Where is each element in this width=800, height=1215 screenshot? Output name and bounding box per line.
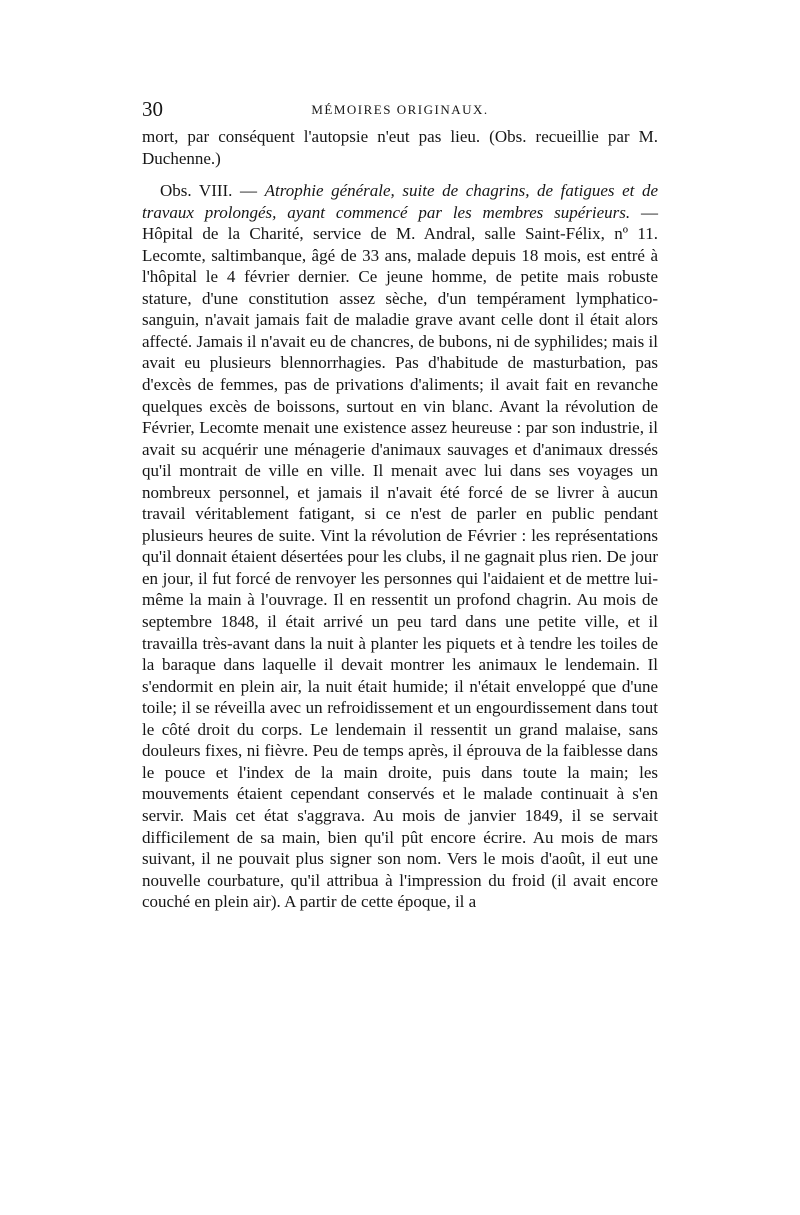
page-number: 30 (142, 97, 163, 121)
observation-text: — Hôpital de la Charité, service de M. Andral, salle Saint-Félix, nº 11. Lecomte, saltimbanque, âgé de 33 ans, malade depuis 18 mois, est entré à l'hôpital le 4 février dernier. Ce jeune homme, de petite mais robuste stature, d'une constitution assez sèche, d'un tempérament lymphatico-sanguin, n'avait jamais fait de maladie grave avant celle dont il était alors affecté. Jamais il n'avait eu de chancres, de bubons, ni de syphilides; mais il avait eu plusieurs blennorrhagies. Pas d'habitude de masturbation, pas d'excès de femmes, pas de privations d'aliments; il avait fait en revanche quelques excès de boissons, surtout en vin blanc. Avant la révolution de Février, Lecomte menait une existence assez heureuse : par son industrie, il avait su acquérir une ménagerie d'animaux sauvages et d'animaux dressés qu'il montrait de ville en ville. Il menait avec lui dans ses voyages un nombreux personnel, et jamais il n'avait été forcé de se livrer à aucun travail véritablement fatigant, si ce n'est de parler en public pendant plusieurs heures de suite. Vint la révolution de Février : les représentations qu'il donnait étaient désertées pour les clubs, il ne gagnait plus rien. De jour en jour, il fut forcé de renvoyer les personnes qui l'aidaient et de mettre lui-même la main à l'ouvrage. Il en ressentit un profond chagrin. Au mois de septembre 1848, il était arrivé un peu tard dans une petite ville, et il travailla très-avant dans la nuit à planter les piquets et à tendre les toiles de la baraque dans laquelle il devait montrer les animaux le lendemain. Il s'endormit en plein air, la nuit était humide; il n'était enveloppé que d'une toile; il se réveilla avec un refroidissement et un engourdissement dans tout le côté droit du corps. Le lendemain il ressentit un grand malaise, sans douleurs fixes, ni fièvre. Peu de temps après, il éprouva de la faiblesse dans le pouce et l'index de la main droite, puis dans toute la main; les mouvements étaient cependant conservés et le malade continuait à s'en servir. Mais cet état s'aggrava. Au mois de janvier 1849, il se servait difficilement de sa main, bien qu'il pût encore écrire. Au mois de mars suivant, il ne pouvait plus signer son nom. Vers le mois d'août, il eut une nouvelle courbature, qu'il attribua à l'impression du froid (il avait encore couché en plein air). A partir de cette époque, il a (142, 202, 659, 912)
observation-dash: — (232, 181, 265, 201)
page-header (142, 96, 658, 122)
book-page (142, 96, 658, 913)
body-text (142, 126, 658, 913)
observation-paragraph (142, 180, 658, 913)
observation-title: Atrophie générale, suite de chagrins, de fatigues et de travaux prolongés, ayant commencé par les membres supérieurs. (142, 181, 658, 222)
running-title: MÉMOIRES ORIGINAUX. (311, 102, 489, 117)
observation-label: Obs. VIII. (160, 181, 233, 201)
lead-paragraph: mort, par conséquent l'autopsie n'eut pas lieu. (Obs. recueillie par M. Duchenne.) (142, 127, 658, 168)
